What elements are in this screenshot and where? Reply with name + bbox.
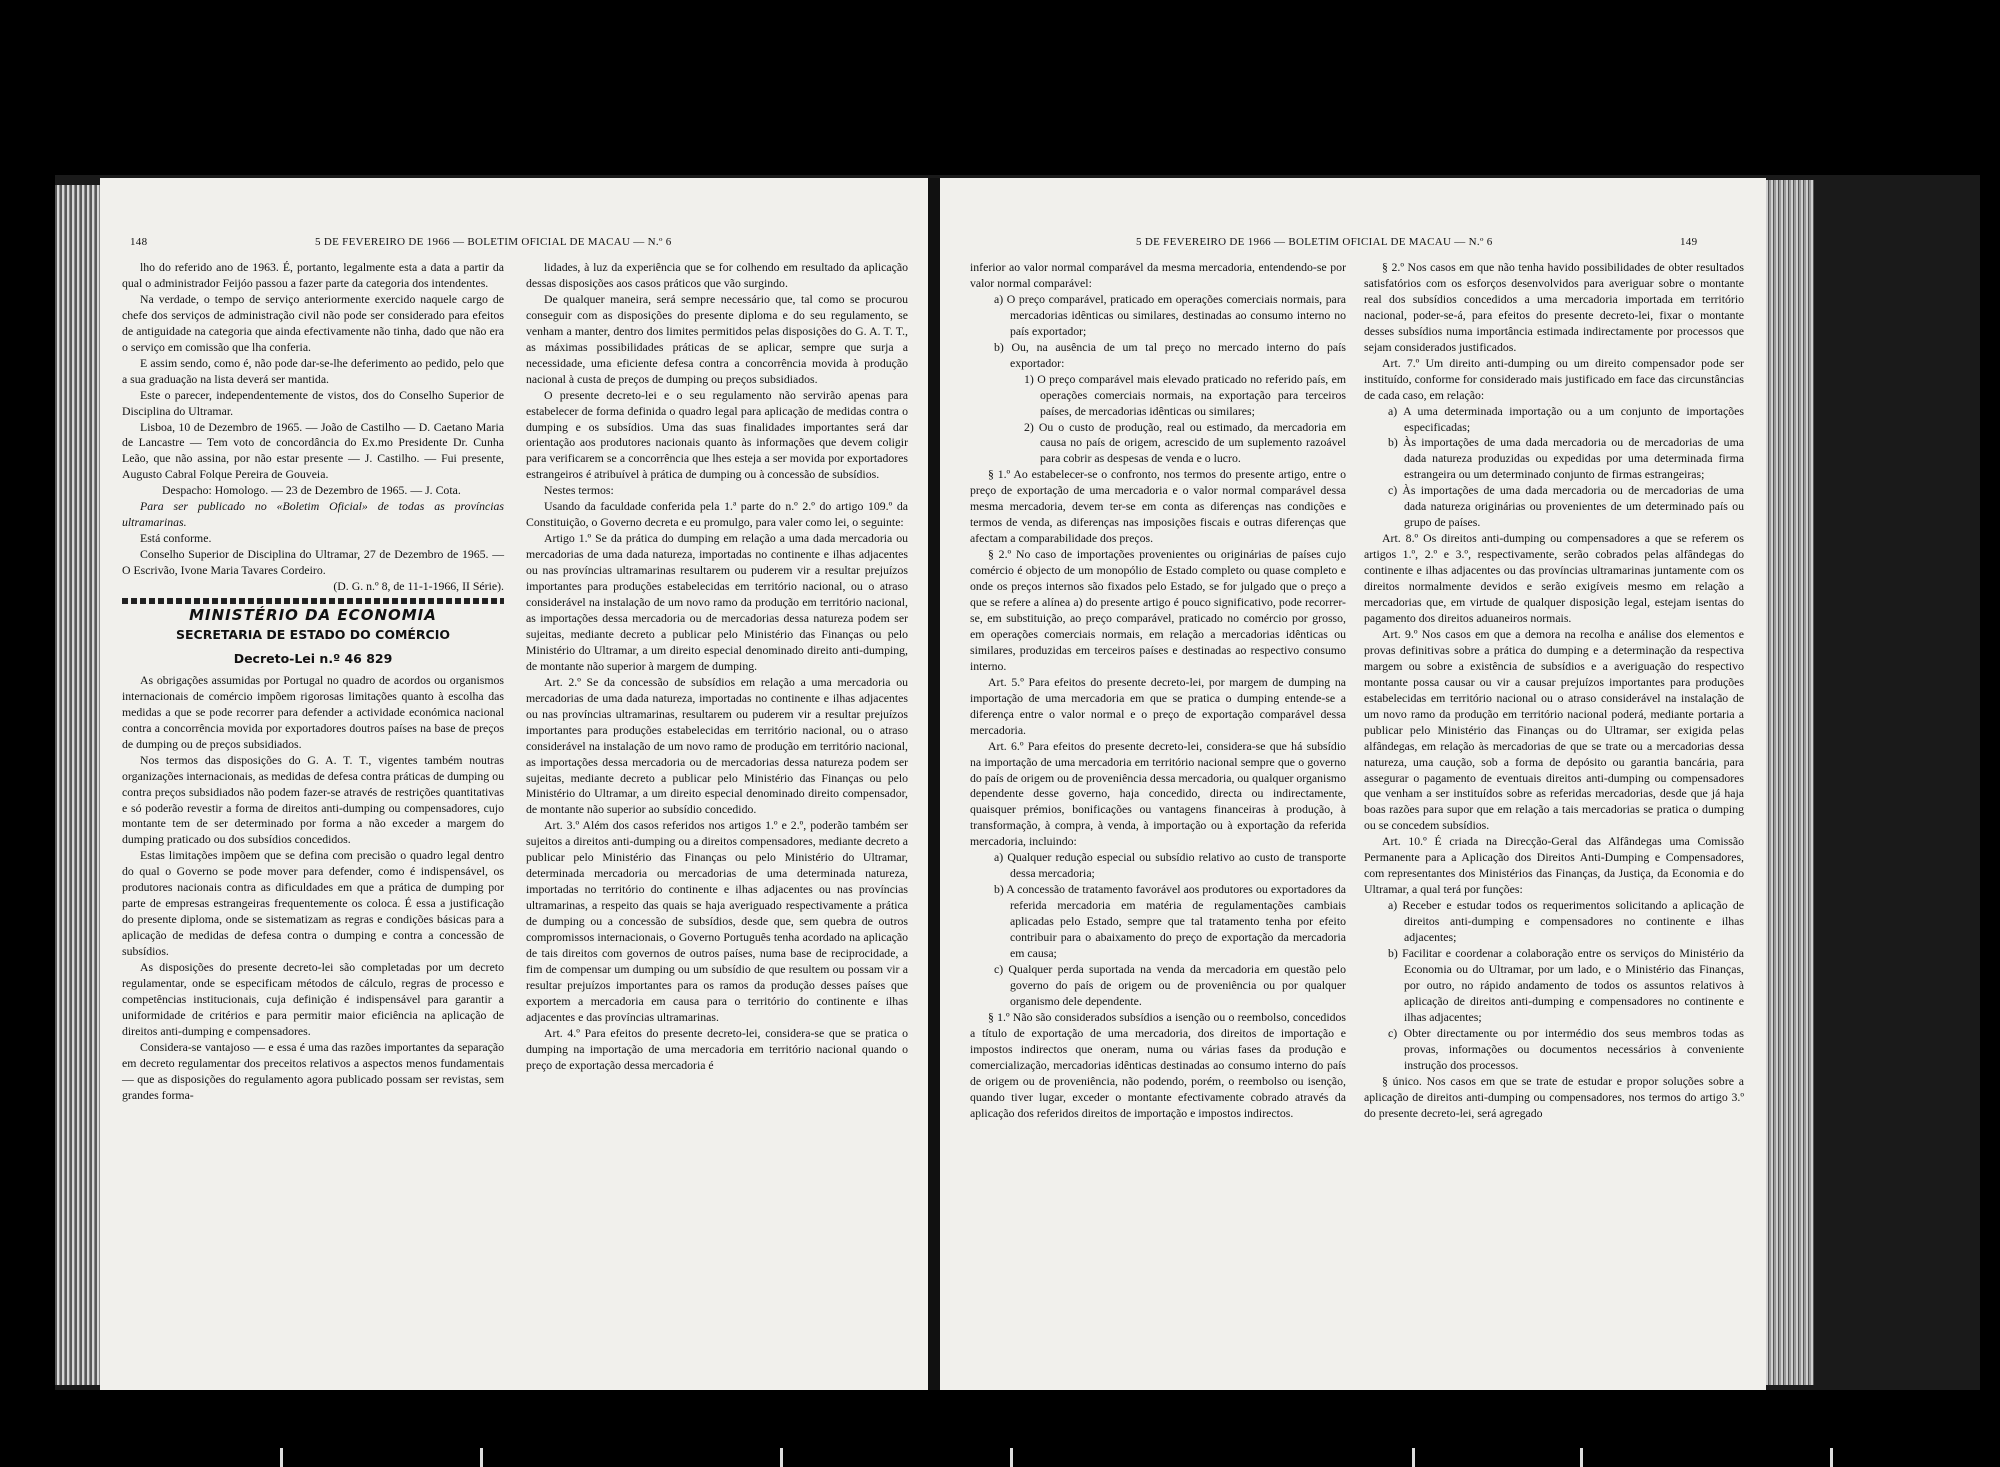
secretariat-heading: SECRETARIA DE ESTADO DO COMÉRCIO: [175, 626, 450, 642]
left-page: [100, 178, 930, 1390]
film-mark: [480, 1448, 483, 1467]
page-edges-left: [55, 185, 100, 1385]
paragraph: § 1.º Ao estabelecer-se o confronto, nos termos do presente artigo, entre o preço de exportação de uma mercadoria e o valor normal comparável dessa mesma mercadoria, devem ter-se em conta as diferenças nas condições e termos de venda, as diferenças nas imposições fiscais e outras diferenças que afectam a comparabilidade dos preços.: [970, 467, 1346, 546]
paragraph: § único. Nos casos em que se trate de estudar e propor soluções sobre a aplicação de direitos anti-dumping ou compensadores, nos termos do artigo 3.º do presente decreto-lei, será agregado: [1364, 1073, 1744, 1120]
paragraph: Na verdade, o tempo de serviço anteriormente exercido naquele cargo de chefe dos serviços de administração civil não pode ser considerado para efeitos de antiguidade na categoria que ainda efectivamente não tinha, dado que não era o serviço em comissão que lha conferia.: [122, 291, 504, 354]
paragraph: Considera-se vantajoso — e essa é uma das razões importantes da separação em decreto regulamentar dos preceitos relativos a aspectos menos fundamentais — que as disposições do regulamento agora publicado possam ser revistas, sem grandes forma-: [122, 1039, 504, 1102]
left-column-2: [526, 260, 908, 1074]
paragraph: Para ser publicado no «Boletim Oficial» de todas as províncias ultramarinas.: [122, 499, 504, 530]
paragraph: Art. 10.º É criada na Direcção-Geral das Alfândegas uma Comissão Permanente para a Aplicação dos Direitos Anti-Dumping e Compensadores, com representantes dos Ministérios das Finanças, da Justiça, da Economia e do Ultramar, a qual terá por funções:: [1364, 834, 1744, 897]
page-number: 149: [1680, 236, 1698, 248]
paragraph: c) Às importações de uma dada mercadoria ou de mercadorias de uma dada natureza originárias ou provenientes de um determinado país ou grupo de países.: [1388, 483, 1744, 530]
paragraph: Art. 2.º Se da concessão de subsídios em relação a uma mercadoria ou mercadorias de uma dada natureza, importadas no continente e ilhas adjacentes ou nas províncias ultramarinas, resultarem ou puderem vir a resultar prejuízos importantes para produções estabelecidas em território nacional, ou o atraso considerável na instalação de um novo ramo de produção em território nacional, as importações dessa mercadoria ou de mercadorias dessa natureza podem ser sujeitas, mediante decreto a publicar pelo Ministério das Finanças ou pelo Ministério do Ultramar, a um direito especial denominado direito compensador, de montante não superior ao subsídio concedido.: [526, 674, 908, 817]
right-column-1: [970, 260, 1346, 1121]
paragraph: Nestes termos:: [544, 483, 614, 498]
page-number: 148: [130, 236, 148, 248]
paragraph: Lisboa, 10 de Dezembro de 1965. — João de Castilho — D. Caetano Maria de Lancastre — Tem voto de concordância do Ex.mo Presidente Dr. Cunha Leão, que não assina, por não estar presente — J. Castilho. — Fui presente, Augusto Cabral Folque Pereira de Gouveia.: [122, 419, 504, 482]
right-column-2: [1364, 260, 1744, 1121]
paragraph: b) A concessão de tratamento favorável aos produtores ou exportadores da referida mercadoria em matéria de regulamentações cambiais aplicadas pelo Estado, sempre que tal tratamento tenha por efeito contribuir para o abaixamento do preço de exportação da mercadoria em causa;: [994, 882, 1346, 960]
running-title: 5 DE FEVEREIRO DE 1966 — BOLETIM OFICIAL DE MACAU — N.º 6: [315, 236, 672, 248]
page-edges-right: [1766, 180, 1814, 1385]
paragraph: Está conforme.: [140, 531, 212, 546]
paragraph: (D. G. n.º 8, de 11-1-1966, II Série).: [333, 579, 504, 594]
paragraph: Art. 7.º Um direito anti-dumping ou um direito compensador pode ser instituído, conforme for considerado mais justificado em face das circunstâncias de cada caso, em relação:: [1364, 355, 1744, 402]
film-mark: [780, 1448, 783, 1467]
paragraph: De qualquer maneira, será sempre necessário que, tal como se procurou conseguir com as disposições do presente diploma e do seu regulamento, se venham a manter, dentro dos limites permitidos pelas disposições do G. A. T. T., as máximas possibilidades práticas de se aplicar, sempre que surja a necessidade, uma eficiente defesa contra a concorrência movida à produção nacional à custa de preços de dumping ou preços subsidiados.: [526, 291, 908, 386]
left-column-1: [122, 260, 504, 1104]
ministry-heading: MINISTÉRIO DA ECONOMIA: [189, 606, 437, 625]
paragraph: b) Às importações de uma dada mercadoria ou de mercadorias de uma dada natureza produzidas ou expedidas por uma determinada firma estrangeira ou um determinado conjunto de firmas estrangeiras;: [1388, 435, 1744, 482]
paragraph: a) O preço comparável, praticado em operações comerciais normais, para mercadorias idênticas ou similares, destinadas ao consumo interno no país exportador;: [994, 291, 1346, 338]
paragraph: lho do referido ano de 1963. É, portanto, legalmente esta a data a partir da qual o administrador Feijóo passou a fazer parte da categoria dos intendentes.: [122, 260, 504, 290]
paragraph: Despacho: Homologo. — 23 de Dezembro de 1965. — J. Cota.: [162, 483, 461, 498]
paragraph: b) Facilitar e coordenar a colaboração entre os serviços do Ministério da Economia ou do Ultramar, por um lado, e o Ministério das Finanças, por outro, no rápido andamento de todos os assuntos relativos à aplicação de direitos anti-dumping e compensadores no continente e ilhas adjacentes;: [1388, 945, 1744, 1024]
paragraph: lidades, à luz da experiência que se for colhendo em resultado da aplicação dessas disposições aos casos práticos que vão surgindo.: [526, 260, 908, 290]
running-title: 5 DE FEVEREIRO DE 1966 — BOLETIM OFICIAL DE MACAU — N.º 6: [1136, 236, 1493, 248]
paragraph: § 1.º Não são considerados subsídios a isenção ou o reembolso, concedidos a título de exportação de uma mercadoria, dos direitos de importação e impostos indirectos que oneram, numa ou várias fases da produção e comercialização, mercadorias idênticas destinadas ao consumo interno do país de origem ou de proveniência, não podendo, porém, o reembolso ou isenção, quando tiver lugar, exceder o montante efectivamente cobrado através da aplicação dos referidos direitos de importação e impostos indirectos.: [970, 1009, 1346, 1120]
right-page: [940, 178, 1766, 1390]
paragraph: Art. 6.º Para efeitos do presente decreto-lei, considera-se que há subsídio na importação de uma mercadoria em território nacional sempre que o governo do país de origem ou de proveniência dessa mercadoria, ou qualquer organismo dependente desse governo, haja concedido, directa ou indirectamente, quaisquer prémios, bonificações ou vantagens financeiras à produção, à transformação, à compra, à venda, à importação ou à exportação da referida mercadoria, incluindo:: [970, 738, 1346, 849]
paragraph: E assim sendo, como é, não pode dar-se-lhe deferimento ao pedido, pelo que a sua graduação na lista deverá ser mantida.: [122, 355, 504, 386]
film-mark: [1580, 1448, 1583, 1467]
paragraph: As obrigações assumidas por Portugal no quadro de acordos ou organismos internacionais de comércio impõem rigorosas limitações quanto à escolha das medidas a que se pode recorrer para defender a actividade económica nacional contra a concorrência movida por exportadores doutros países na base de preços de dumping ou de preços subsidiados.: [122, 672, 504, 751]
paragraph: Art. 8.º Os direitos anti-dumping ou compensadores a que se referem os artigos 1.º, 2.º e 3.º, respectivamente, serão cobrados pelas alfândegas do continente e ilhas adjacentes ou das províncias ultramarinas juntamente com os direitos normalmente devidos e serão exigíveis mesmo em relação a mercadorias que, em virtude de qualquer disposição legal, estejam isentas do pagamento dos direitos aduaneiros normais.: [1364, 531, 1744, 625]
paragraph: a) A uma determinada importação ou a um conjunto de importações especificadas;: [1388, 403, 1744, 434]
decree-title: Decreto-Lei n.º 46 829: [233, 650, 393, 666]
paragraph: b) Ou, na ausência de um tal preço no mercado interno do país exportador:: [994, 339, 1346, 370]
paragraph: § 2.º No caso de importações provenientes ou originárias de países cujo comércio é objecto de um monopólio de Estado completo ou quase completo e onde os preços internos são fixados pelo Estado, se for julgado que o preço a que se refere a alínea a) do presente artigo é pouco significativo, pode recorrer-se, em substituição, ao preço comparável, praticado no comércio por grosso, em operações comerciais normais, em relação a mercadorias idênticas ou similares, produzidas em terceiros países e destinadas ao respectivo consumo interno.: [970, 547, 1346, 673]
paragraph: As disposições do presente decreto-lei são completadas por um decreto regulamentar, onde se especificam métodos de cálculo, regras de processo e competências institucionais, cuja definição é indispensável para garantir a uniformidade de critérios e para permitir maior eficiência na aplicação de direitos anti-dumping e compensadores.: [122, 960, 504, 1038]
film-mark: [1830, 1448, 1833, 1467]
paragraph: c) Obter directamente ou por intermédio dos seus membros todas as provas, informações ou documentos necessários à conveniente instrução dos processos.: [1388, 1025, 1744, 1072]
paragraph: Art. 4.º Para efeitos do presente decreto-lei, considera-se que se pratica o dumping na importação de uma mercadoria em território nacional quando o preço de exportação dessa mercadoria é: [526, 1025, 908, 1072]
film-mark: [1412, 1448, 1415, 1467]
paragraph: a) Receber e estudar todos os requerimentos solicitando a aplicação de direitos anti-dumping e compensadores no continente e ilhas adjacentes;: [1388, 898, 1744, 945]
paragraph: a) Qualquer redução especial ou subsídio relativo ao custo de transporte dessa mercadoria;: [994, 850, 1346, 881]
paragraph: inferior ao valor normal comparável da mesma mercadoria, entendendo-se por valor normal comparável:: [970, 260, 1346, 290]
paragraph: Art. 3.º Além dos casos referidos nos artigos 1.º e 2.º, poderão também ser sujeitos a direitos anti-dumping ou a direitos compensadores, mediante decreto a publicar pelo Ministério das Finanças ou pelo Ministério do Ultramar, determinada mercadoria ou mercadorias de uma determinada natureza, importadas no território do continente e ilhas adjacentes ou nas províncias ultramarinas, a respeito das quais se haja averiguado respectivamente a prática de dumping ou a concessão de subsídios, desde que, sem quebra de outros compromissos internacionais, o Governo Português tenha acordado na aplicação de tais direitos com governos de outros países, numa base de reciprocidade, a fim de compensar um dumping ou um subsídio de que resultem ou possam vir a resultar prejuízos importantes para os ramos da produção desses países que exportem a mercadoria em causa para o território do continente e ilhas adjacentes e das províncias ultramarinas.: [526, 818, 908, 1024]
paragraph: 1) O preço comparável mais elevado praticado no referido país, em operações comerciais normais, na exportação para terceiros países, de mercadorias idênticas ou similares;: [1024, 371, 1346, 418]
paragraph: O presente decreto-lei e o seu regulamento não servirão apenas para estabelecer de forma definida o quadro legal para aplicação de medidas contra o dumping e os subsídios. Uma das suas finalidades importantes será dar orientação aos produtores nacionais quanto às informações que devem coligir para verificarem se a concorrência que lhes esteja a ser movida por exportadores estrangeiros é atribuível à prática de dumping ou à concessão de subsídios.: [526, 387, 908, 482]
paragraph: Conselho Superior de Disciplina do Ultramar, 27 de Dezembro de 1965. — O Escrivão, Ivone Maria Tavares Cordeiro.: [122, 547, 504, 578]
paragraph: Usando da faculdade conferida pela 1.ª parte do n.º 2.º do artigo 109.º da Constituição, o Governo decreta e eu promulgo, para valer como lei, o seguinte:: [526, 499, 908, 530]
film-mark: [1010, 1448, 1013, 1467]
paragraph: Este o parecer, independentemente de vistos, dos do Conselho Superior de Disciplina do Ultramar.: [122, 387, 504, 418]
paragraph: § 2.º Nos casos em que não tenha havido possibilidades de obter resultados satisfatórios com os esforços desenvolvidos para averiguar sobre o montante real dos subsídios concedidos a uma mercadoria importada em território nacional, poder-se-á, para efeitos do presente decreto-lei, fixar o montante desses subsídios numa importância estimada indirectamente por processos que sejam considerados justificados.: [1364, 260, 1744, 354]
paragraph: 2) Ou o custo de produção, real ou estimado, da mercadoria em causa no país de origem, acrescido de um suplemento razoável para cobrir as despesas de venda e o lucro.: [1024, 419, 1346, 466]
paragraph: Nos termos das disposições do G. A. T. T., vigentes também noutras organizações internacionais, as medidas de defesa contra práticas de dumping ou contra preços subsidiados não podem fazer-se através de restrições quantitativas e só poderão revestir a forma de direitos anti-dumping ou compensadores, cujo montante tem de ser determinado por forma a não exceder a margem do dumping praticado ou dos subsídios concedidos.: [122, 752, 504, 847]
paragraph: c) Qualquer perda suportada na venda da mercadoria em questão pelo governo do país de origem ou de proveniência ou por qualquer organismo dele dependente.: [994, 961, 1346, 1008]
section-divider: [122, 598, 504, 604]
paragraph: Estas limitações impõem que se defina com precisão o quadro legal dentro do qual o Governo se pode mover para defender, como é indispensável, os produtores nacionais contra as dificuldades em que a prática de dumping por parte de empresas estrangeiras frequentemente os coloca. É essa a justificação do presente diploma, onde se sistematizam as regras e condições básicas para a aplicação de medidas de defesa contra o dumping e contra a concessão de subsídios.: [122, 848, 504, 959]
paragraph: Art. 5.º Para efeitos do presente decreto-lei, por margem de dumping na importação de uma mercadoria em que se pratica o dumping entende-se a diferença entre o valor normal e o preço de exportação comparável dessa mercadoria.: [970, 674, 1346, 737]
paragraph: Art. 9.º Nos casos em que a demora na recolha e análise dos elementos e provas definitivas sobre a prática do dumping e a determinação da respectiva margem ou sobre a existência de subsídios e a averiguação do respectivo montante possa causar ou vir a causar prejuízos importantes para produções estabelecidas em território nacional ou o atraso considerável na instalação de um novo ramo da produção em território nacional poderá, mediante portaria a publicar pelo Ministério das Finanças ou do Ultramar, ser exigida pelas alfândegas, em relação às mercadorias de que se trate ou a mercadorias dessa natureza, uma caução, sob a forma de depósito ou garantia bancária, para assegurar o pagamento de eventuais direitos anti-dumping ou compensadores que venham a ser instituídos sobre as referidas mercadorias, desde que já haja boas razões para supor que em relação a tais mercadorias se pratica o dumping ou se concedem subsídios.: [1364, 626, 1744, 833]
film-mark: [280, 1448, 283, 1467]
paragraph: Artigo 1.º Se da prática do dumping em relação a uma dada mercadoria ou mercadorias de uma dada natureza, importadas no continente e ilhas adjacentes ou nas províncias ultramarinas resultarem ou puderem vir a resultar prejuízos importantes para produções estabelecidas em território nacional, ou o atraso considerável na instalação de um novo ramo da produção em território nacional, as importações dessa mercadoria ou de mercadorias dessa natureza podem ser sujeitas, mediante decreto a publicar pelo Ministério das Finanças ou pelo Ministério do Ultramar, a um direito especial denominado direito anti-dumping, de montante não superior à margem de dumping.: [526, 531, 908, 673]
